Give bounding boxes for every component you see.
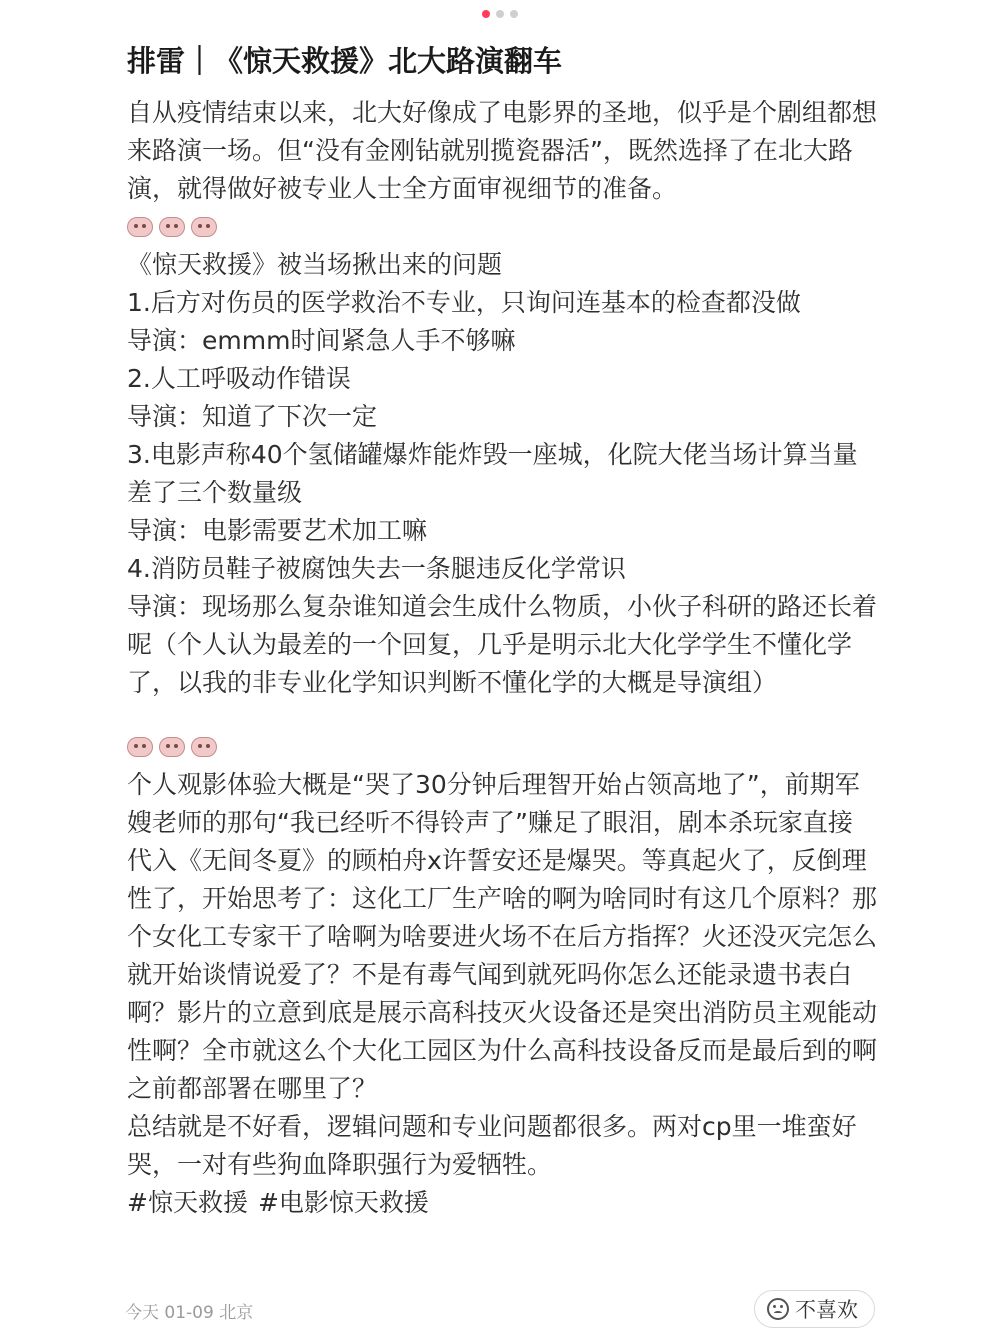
crying-face-icon [127, 217, 153, 237]
post-content [127, 40, 877, 1222]
spacer [127, 702, 877, 728]
crying-face-icon [191, 217, 217, 237]
hashtag-link[interactable]: #电影惊天救援 [257, 1188, 429, 1217]
emoji-row [127, 728, 877, 766]
issue-line: 2.人工呼吸动作错误 [127, 364, 351, 393]
post-date-location: 今天 01-09 北京 [125, 1303, 254, 1323]
crying-face-icon [127, 737, 153, 757]
review-paragraph: 个人观影体验大概是“哭了30分钟后理智开始占领高地了”，前期军嫂老师的那句“我已经听不得铃声了”赚足了眼泪，剧本杀玩家直接代入《无间冬夏》的顾柏舟x许誓安还是爆哭。等真起火了，反倒理性了，开始思考了：这化工厂生产啥的啊为啥同时有这几个原料？那个女化工专家干了啥啊为啥要进火场不在后方指挥？火还没灭完怎么就开始谈情说爱了？不是有毒气闻到就死吗你怎么还能录遗书表白啊？影片的立意到底是展示高科技灭火设备还是突出消防员主观能动性啊？全市就这么个大化工园区为什么高科技设备反而是最后到的啊之前都部署在哪里了？ [127, 770, 878, 1103]
sad-face-icon [767, 1298, 789, 1320]
intro-paragraph: 自从疫情结束以来，北大好像成了电影界的圣地，似乎是个剧组都想来路演一场。但“没有金刚钻就别揽瓷器活”，既然选择了在北大路演，就得做好被专业人士全方面审视细节的准备。 [127, 98, 878, 203]
crying-face-icon [159, 737, 185, 757]
director-reply: 导演：知道了下次一定 [127, 402, 378, 431]
post-footer [125, 1290, 875, 1330]
director-reply: 导演：现场那么复杂谁知道会生成什么物质，小伙子科研的路还长着呢（个人认为最差的一个回复，几乎是明示北大化学学生不懂化学了，以我的非专业化学知识判断不懂化学的大概是导演组） [127, 592, 878, 697]
carousel-dot[interactable] [510, 10, 518, 18]
issue-line: 3.电影声称40个氢储罐爆炸能炸毁一座城，化院大佬当场计算当量差了三个数量级 [127, 440, 858, 507]
summary-paragraph: 总结就是不好看，逻辑问题和专业问题都很多。两对cp里一堆蛮好哭，一对有些狗血降职强行为爱牺牲。 [127, 1112, 857, 1179]
post-body [127, 94, 877, 1184]
crying-face-icon [159, 217, 185, 237]
director-reply: 导演：emmm时间紧急人手不够嘛 [127, 326, 516, 355]
issue-line: 1.后方对伤员的医学救治不专业，只询问连基本的检查都没做 [127, 288, 801, 317]
carousel-indicator [0, 10, 1000, 18]
hashtag-link[interactable]: #惊天救援 [127, 1188, 248, 1217]
post-title: 排雷｜《惊天救援》北大路演翻车 [127, 44, 563, 78]
dislike-button[interactable] [754, 1290, 875, 1328]
director-reply: 导演：电影需要艺术加工嘛 [127, 516, 428, 545]
carousel-dot-active[interactable] [482, 10, 490, 18]
issue-line: 4.消防员鞋子被腐蚀失去一条腿违反化学常识 [127, 554, 626, 583]
emoji-row [127, 208, 877, 246]
crying-face-icon [191, 737, 217, 757]
section-heading: 《惊天救援》被当场揪出来的问题 [127, 250, 503, 279]
hashtag-list [127, 1184, 877, 1222]
carousel-dot[interactable] [496, 10, 504, 18]
dislike-label: 不喜欢 [795, 1298, 858, 1322]
